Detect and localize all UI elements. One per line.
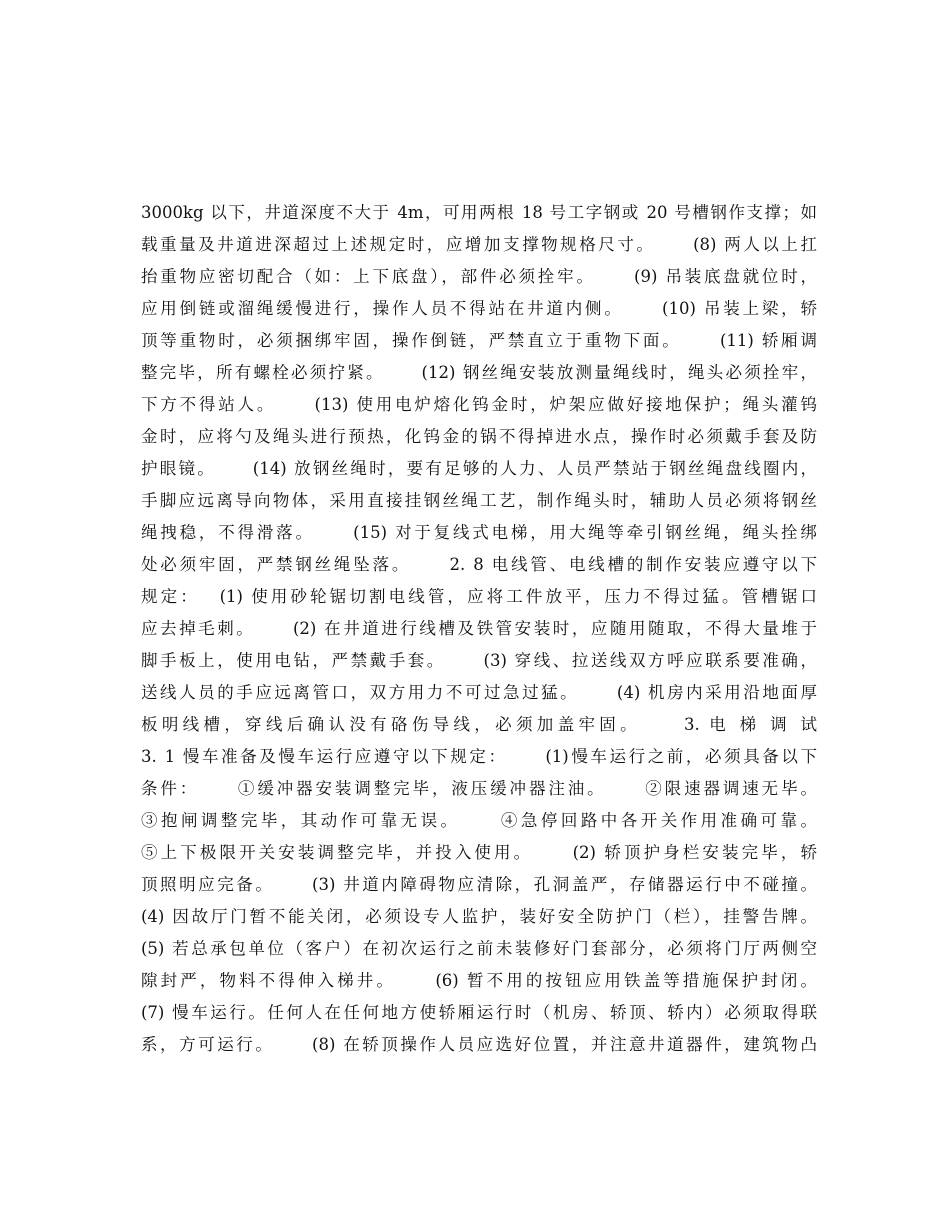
text-line: 规定： (1) 使用砂轮锯切割电线管，应将工件放平，压力不得过猛。管槽锯口: [141, 587, 817, 606]
text-line: 脚手板上，使用电钻，严禁戴手套。 (3) 穿线、拉送线双方呼应联系要准确，: [141, 651, 817, 670]
text-line: 抬重物应密切配合（如：上下底盘），部件必须拴牢。 (9) 吊装底盘就位时，: [141, 267, 817, 286]
text-line: (5) 若总承包单位（客户）在初次运行之前未装修好门套部分，必须将门厅两侧空: [141, 939, 817, 958]
text-line: ③抱闸调整完毕，其动作可靠无误。 ④急停回路中各开关作用准确可靠。: [141, 811, 817, 830]
text-line: 整完毕，所有螺栓必须拧紧。 (12) 钢丝绳安装放测量绳线时，绳头必须拴牢，: [141, 363, 817, 382]
text-line: 载重量及井道进深超过上述规定时，应增加支撑物规格尺寸。 (8) 两人以上扛: [141, 235, 817, 254]
text-line: 系，方可运行。 (8) 在轿顶操作人员应选好位置，并注意井道器件，建筑物凸: [141, 1035, 817, 1054]
text-line: 隙封严，物料不得伸入梯井。 (6) 暂不用的按钮应用铁盖等措施保护封闭。: [141, 971, 817, 990]
text-line: ⑤上下极限开关安装调整完毕，并投入使用。 (2) 轿顶护身栏安装完毕，轿: [141, 843, 817, 862]
text-line: 应去掉毛刺。 (2) 在井道进行线槽及铁管安装时，应随用随取，不得大量堆于: [141, 619, 817, 638]
text-line: 金时，应将勺及绳头进行预热，化钨金的锅不得掉进水点，操作时必须戴手套及防: [141, 427, 817, 446]
text-line: 条件： ①缓冲器安装调整完毕，液压缓冲器注油。 ②限速器调速无毕。: [141, 779, 817, 798]
text-line: 应用倒链或溜绳缓慢进行，操作人员不得站在井道内侧。 (10) 吊装上梁，轿: [141, 299, 817, 318]
text-line: 手脚应远离导向物体，采用直接挂钢丝绳工艺，制作绳头时，辅助人员必须将钢丝: [141, 491, 817, 510]
body-text: [141, 197, 817, 1061]
text-line: 3000kg 以下，井道深度不大于 4m，可用两根 18 号工字钢或 20 号槽钢作支撑；如: [141, 203, 817, 222]
text-line: 处必须牢固，严禁钢丝绳坠落。 2. 8 电线管、电线槽的制作安装应遵守以下: [141, 555, 817, 574]
text-line: (7) 慢车运行。任何人在任何地方使轿厢运行时（机房、轿顶、轿内）必须取得联: [141, 1003, 817, 1022]
text-line: 护眼镜。 (14) 放钢丝绳时，要有足够的人力、人员严禁站于钢丝绳盘线圈内，: [141, 459, 817, 478]
text-line: 3. 1 慢车准备及慢车运行应遵守以下规定： (1)慢车运行之前，必须具备以下: [141, 747, 817, 766]
text-line: 绳拽稳，不得滑落。 (15) 对于复线式电梯，用大绳等牵引钢丝绳，绳头拴绑: [141, 523, 817, 542]
text-line: 下方不得站人。 (13) 使用电炉熔化钨金时，炉架应做好接地保护；绳头灌钨: [141, 395, 817, 414]
text-line: 板明线槽，穿线后确认没有硌伤导线，必须加盖牢固。 3. 电 梯 调 试: [141, 715, 817, 734]
text-line: 送线人员的手应远离管口，双方用力不可过急过猛。 (4) 机房内采用沿地面厚: [141, 683, 817, 702]
text-line: 顶照明应完备。 (3) 井道内障碍物应清除，孔洞盖严，存储器运行中不碰撞。: [141, 875, 817, 894]
text-line: (4) 因故厅门暂不能关闭，必须设专人监护，装好安全防护门（栏），挂警告牌。: [141, 907, 817, 926]
text-line: 顶等重物时，必须捆绑牢固，操作倒链，严禁直立于重物下面。 (11) 轿厢调: [141, 331, 817, 350]
